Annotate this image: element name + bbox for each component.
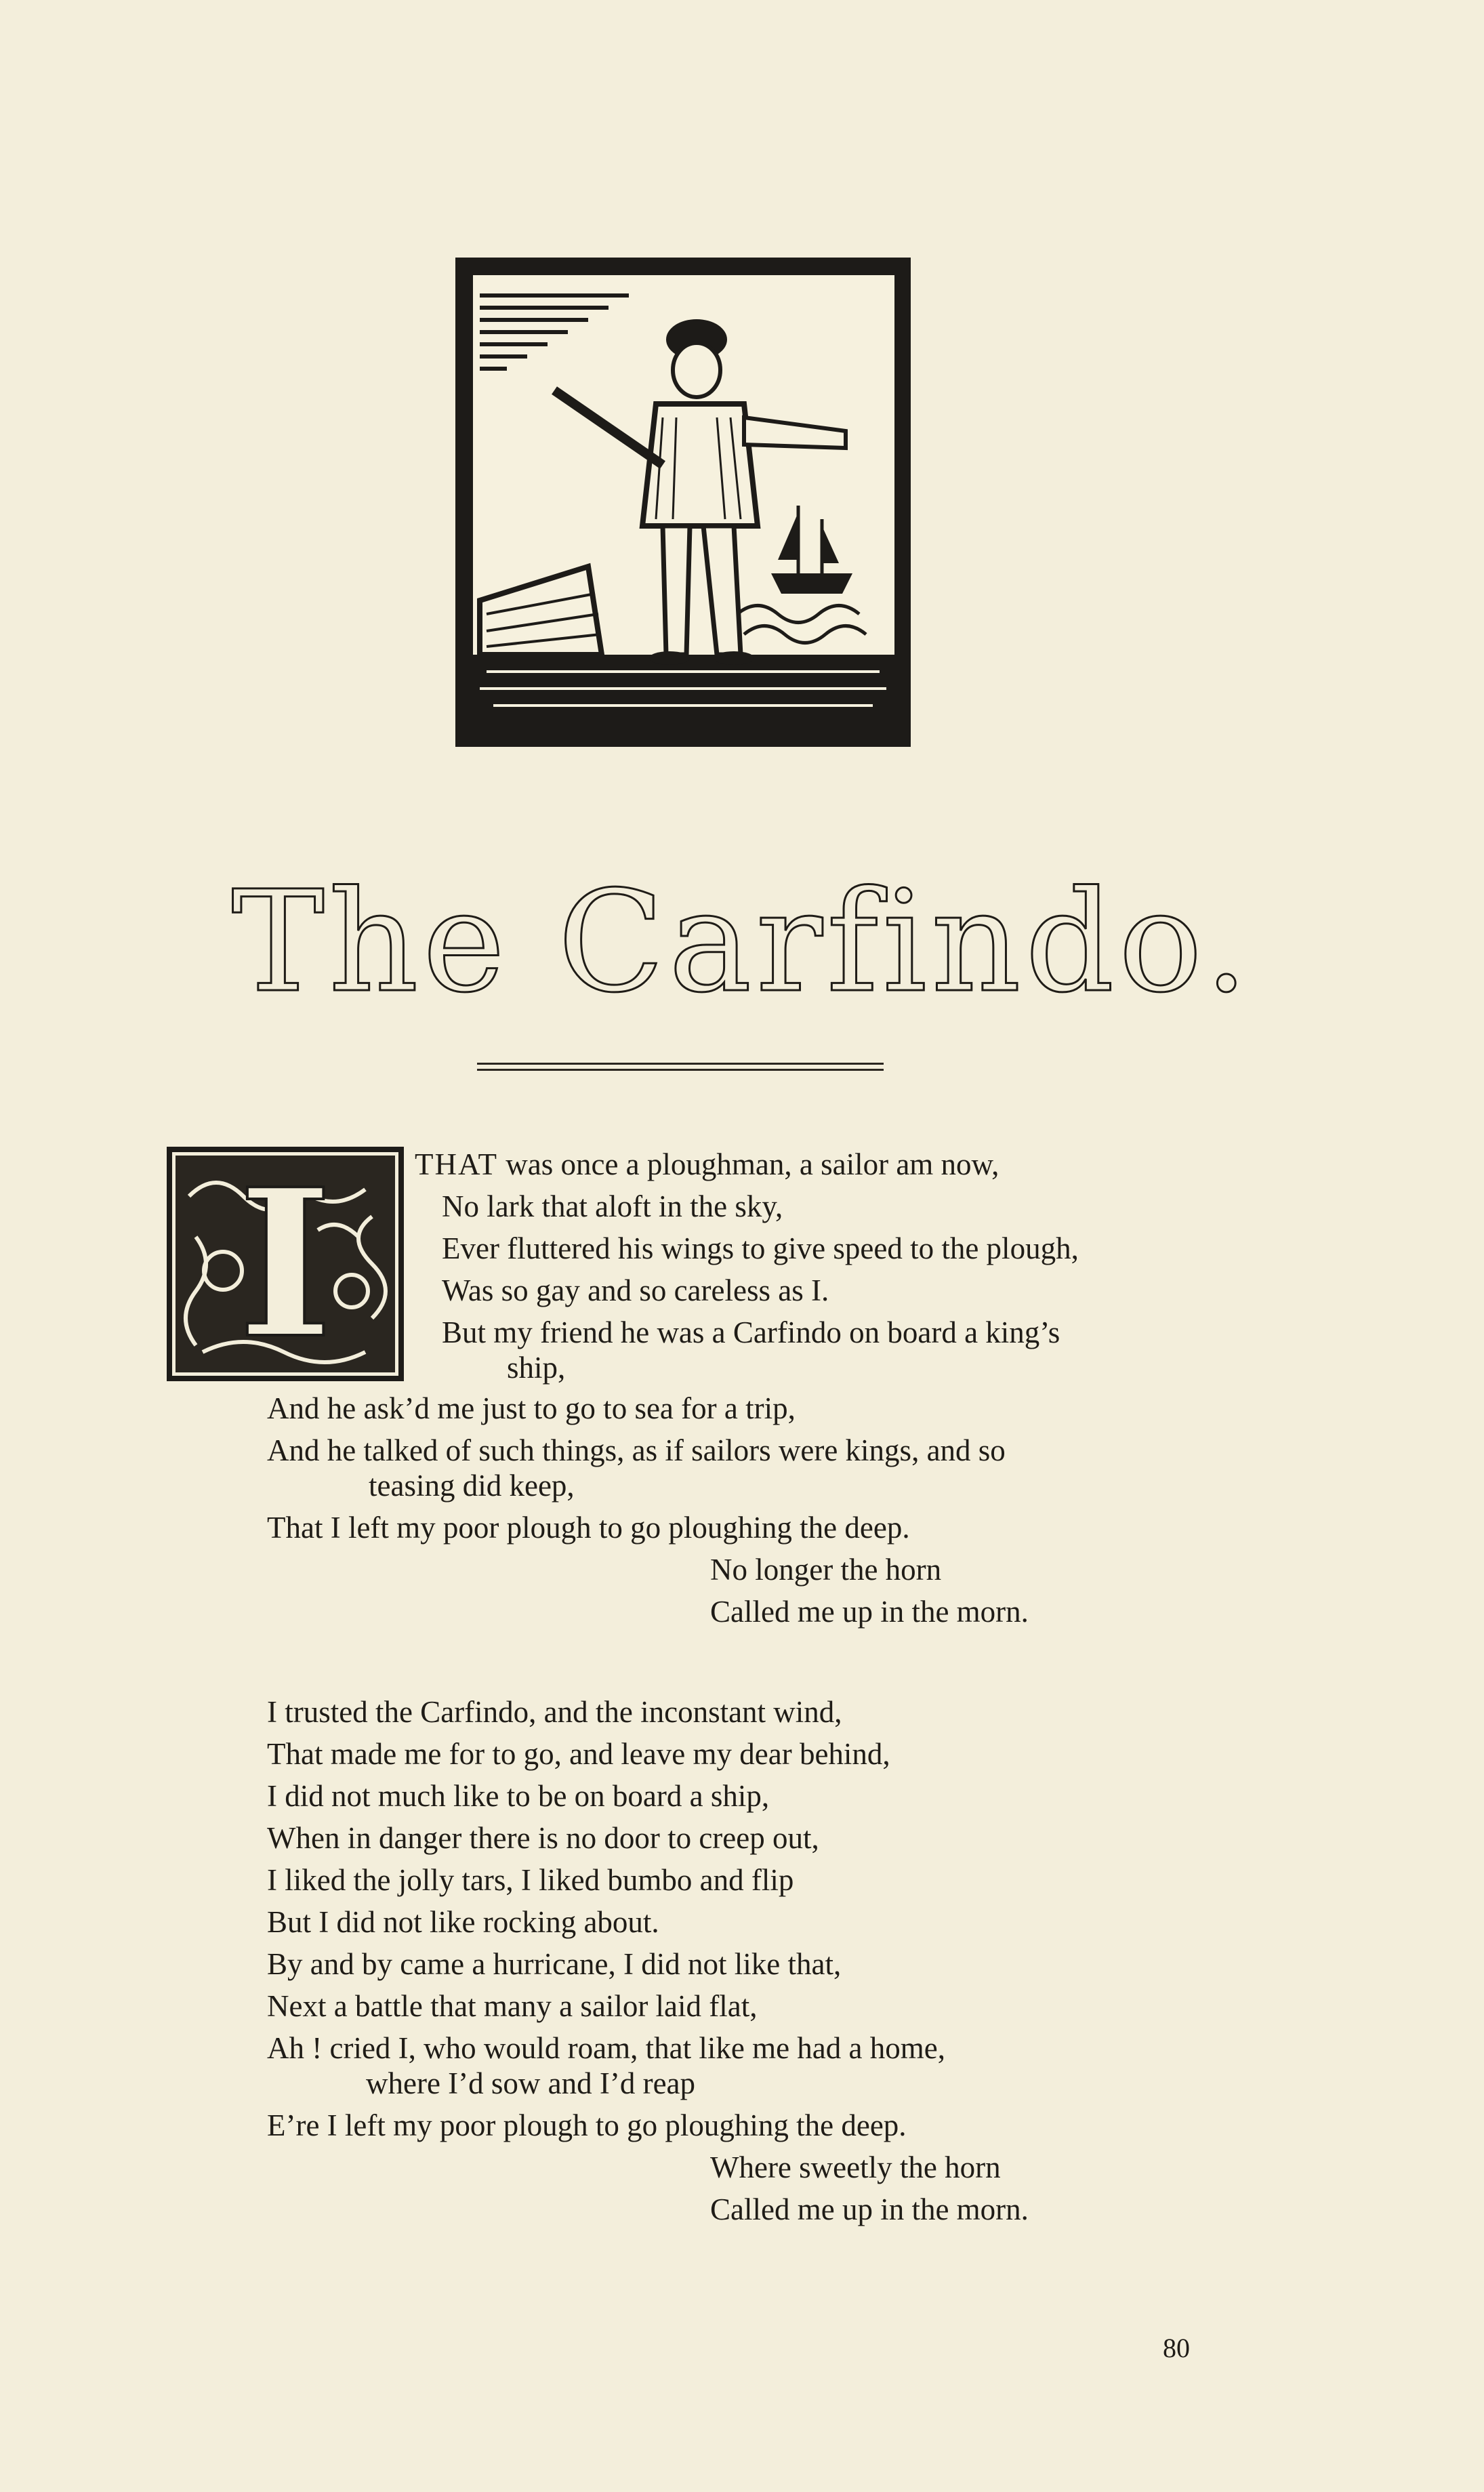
stanza2-refrain-2: Called me up in the morn. [710,2192,1029,2226]
stanza1-line-4: Was so gay and so careless as I. [442,1273,829,1307]
stanza2-line-6: But I did not like rocking about. [267,1905,659,1939]
stanza1-refrain-2: Called me up in the morn. [710,1595,1029,1629]
woodcut-illustration [455,258,911,747]
stanza1-line-2: No lark that aloft in the sky, [442,1189,783,1223]
stanza2-line-2: That made me for to go, and leave my dear behind, [267,1737,890,1771]
stanza1-line-5: But my friend he was a Carfindo on board a king’s [442,1315,1060,1349]
ornamental-drop-cap [167,1147,404,1381]
stanza1-line-7: And he talked of such things, as if sailors were kings, and so [267,1433,1006,1467]
stanza2-line-5: I liked the jolly tars, I liked bumbo and flip [267,1863,794,1897]
stanza2-line-10: E’re I left my poor plough to go ploughing the deep. [267,2108,907,2142]
sailor-woodcut-image [473,275,894,727]
stanza2-line-8: Next a battle that many a sailor laid flat, [267,1989,758,2023]
stanza1-line-5-cont: ship, [507,1351,566,1385]
stanza1-line-6: And he ask’d me just to go to sea for a trip, [267,1391,796,1425]
stanza2-line-3: I did not much like to be on board a ship, [267,1779,770,1813]
stanza1-line-8: That I left my poor plough to go ploughing the deep. [267,1511,910,1545]
stanza1-line-1 [415,1145,999,1183]
title-double-rule [477,1063,884,1071]
stanza1-line-3: Ever fluttered his wings to give speed to the plough, [442,1231,1079,1265]
stanza2-line-7: By and by came a hurricane, I did not like that, [267,1947,842,1981]
page-number: 80 [1163,2333,1190,2363]
first-word-smallcaps: THAT [415,1147,498,1181]
stanza1-line-7-cont: teasing did keep, [369,1469,575,1503]
drop-cap-letter: I [237,1152,333,1376]
stanza2-line-9: Ah ! cried I, who would roam, that like me had a home, [267,2031,945,2065]
poem-title: The Carfindo. [231,861,1253,1023]
stanza2-line-9-cont: where I’d sow and I’d reap [366,2066,696,2100]
stanza2-line-1: I trusted the Carfindo, and the inconstant wind, [267,1695,842,1729]
stanza1-refrain-1: No longer the horn [710,1553,942,1587]
stanza1-line-1-text: was once a ploughman, a sailor am now, [497,1147,999,1181]
stanza2-line-4: When in danger there is no door to creep out, [267,1821,819,1855]
stanza2-refrain-1: Where sweetly the horn [710,2150,1001,2184]
